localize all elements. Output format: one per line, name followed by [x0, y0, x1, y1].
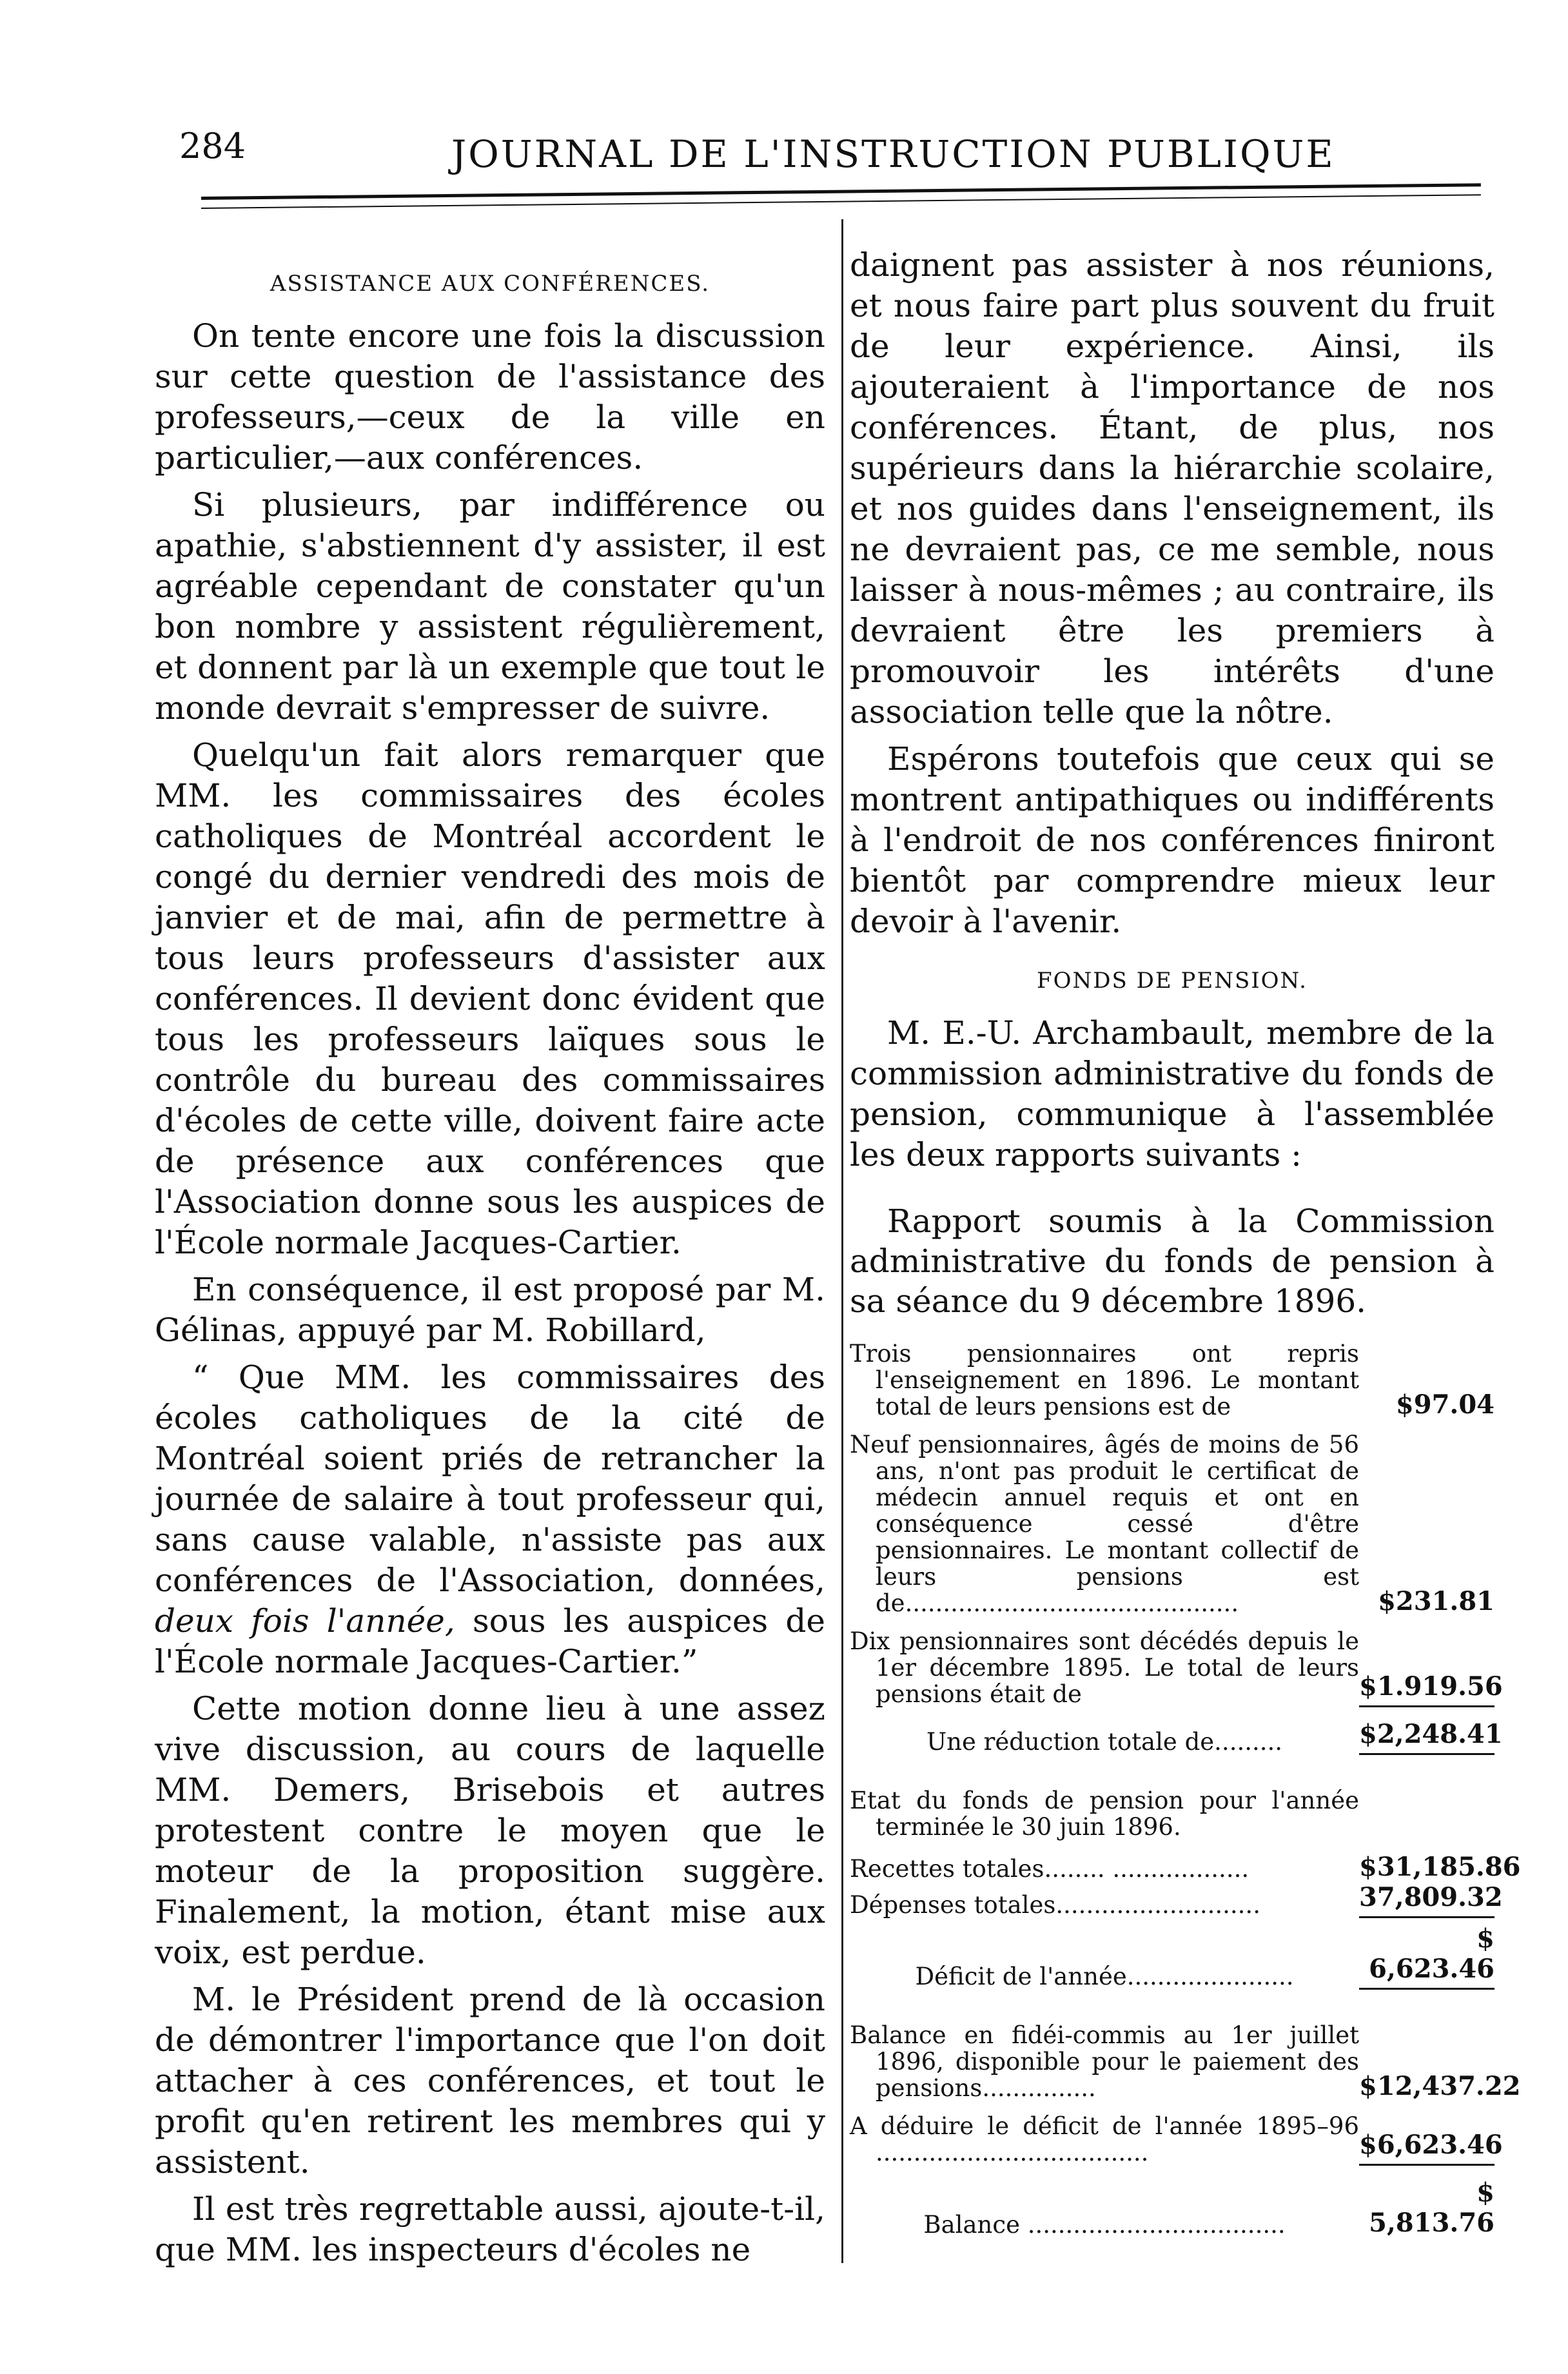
ledger-amount: $ 5,813.76 [1369, 2177, 1494, 2238]
ledger-amount: $31,185.86 [1359, 1852, 1521, 1882]
ledger-amount: $97.04 [1395, 1389, 1494, 1420]
ledger-amount: $ 6,623.46 [1359, 1923, 1494, 1990]
spacer [850, 1767, 1494, 1782]
paragraph: M. le Président prend de là occasion de démontrer l'importance que l'on doit attacher à ces conférences, et tout le profit qu'en retirent les membres qui y assistent. [155, 1981, 825, 2181]
paragraph: Si plusieurs, par indifférence ou apathie, s'abstiennent d'y assister, il est agréable cependant de constater qu'un bon nombre y assistent régulièrement, et donnent par là un exemple que tout le monde devrait s'empresser de suivre. [155, 486, 825, 727]
ledger-row [850, 1882, 1503, 1919]
ledger-label: Trois pensionnaires ont repris l'enseignement en 1896. Le montant total de leurs pensions est de [850, 1340, 1359, 1420]
ledger-amount: $231.81 [1378, 1586, 1494, 1616]
paragraph-continuation: daignent pas assister à nos réunions, et nous faire part plus souvent du fruit de leur expérience. Ainsi, ils ajouteraient à l'importance de nos conférences. Étant, de plus, nos supérieurs dans la hiérarchie scolaire, et nos guides dans l'enseignement, ils ne devraient pas, ce me semble, nous laisser à nous-mêmes ; au contraire, ils devraient être les premiers à promouvoir les intérêts d'une association telle que la nôtre. [850, 246, 1494, 731]
spacer [850, 2001, 1494, 2017]
ledger-row [850, 1787, 1494, 1840]
motion-emphasis: deux fois l'année, [155, 1602, 455, 1640]
ledger-amount: $2,248.41 [1359, 1719, 1494, 1755]
ledger-label: Une réduction totale de......... [926, 1728, 1283, 1756]
report-intro: Rapport soumis à la Commission administrative du fonds de pension à sa séance du 9 décembre 1896. [850, 1202, 1494, 1320]
ledger-label: A déduire le déficit de l'année 1895–96 .................................... [850, 2112, 1359, 2166]
paragraph: M. E.-U. Archambault, membre de la commission administrative du fonds de pension, communique à l'assemblée les deux rapports suivants : [850, 1014, 1494, 1173]
ledger-label: Neuf pensionnaires, âgés de moins de 56 ans, n'ont pas produit le certificat de médecin annuel requis et ont en conséquence cessé d'être pensionnaires. Le montant collectif de leurs pensions est de............................................ [850, 1431, 1359, 1617]
paragraph: Quelqu'un fait alors remarquer que MM. les commissaires des écoles catholiques de Montréal accordent le congé du dernier vendredi des mois de janvier et de mai, afin de permettre à tous leurs professeurs d'assister aux conférences. Il devient donc évident que tous les professeurs laïques sous le contrôle du bureau des commissaires d'écoles de cette ville, doivent faire acte de présence aux conférences que l'Association donne sous les auspices de l'École normale Jacques-Cartier. [155, 736, 825, 1261]
ledger-label: Déficit de l'année...................... [915, 1963, 1294, 1990]
ledger-amount: $12,437.22 [1359, 2071, 1521, 2101]
right-column [850, 245, 1521, 2250]
left-column [155, 245, 825, 2277]
ledger-label: Balance .................................. [923, 2211, 1286, 2239]
section-title-pension: FONDS DE PENSION. [1037, 968, 1308, 994]
paragraph: Cette motion donne lieu à une assez vive discussion, au cours de laquelle MM. Demers, Brisebois et autres protestent contre le moyen que le moteur de la proposition suggère. Finalement, la motion, étant mise aux voix, est perdue. [155, 1690, 825, 1971]
ledger-row-total [850, 2177, 1494, 2238]
motion-quote [155, 1357, 825, 1682]
paragraph: En conséquence, il est proposé par M. Gélinas, appuyé par M. Robillard, [155, 1271, 825, 1349]
ledger-label: Dix pensionnaires sont décédés depuis le 1er décembre 1895. Le total de leurs pensions était de [850, 1627, 1359, 1708]
running-title: JOURNAL DE L'INSTRUCTION PUBLIQUE [451, 132, 1335, 176]
ledger-label: Balance en fidéi-commis au 1er juillet 1896, disponible pour le paiement des pensions............... [850, 2021, 1359, 2102]
paragraph: Il est très regrettable aussi, ajoute-t-il, que MM. les inspecteurs d'écoles ne [155, 2190, 825, 2268]
ledger-label: Dépenses totales........................... [850, 1891, 1260, 1919]
section-title-assistance: ASSISTANCE AUX CONFÉRENCES. [270, 271, 710, 297]
ledger-row [850, 1627, 1503, 1708]
ledger-amount: $1.919.56 [1359, 1671, 1494, 1707]
ledger-amount: 37,809.32 [1359, 1882, 1494, 1918]
ledger-row [850, 2021, 1521, 2102]
ledger-row [850, 1431, 1494, 1616]
ledger-row [850, 2112, 1503, 2166]
paragraph: On tente encore une fois la discussion sur cette question de l'assistance des professeurs,—ceux de la ville en particulier,—aux conférences. [155, 317, 825, 476]
ledger-row [850, 1852, 1521, 1883]
motion-text-1: “ Que MM. les commissaires des écoles catholiques de la cité de Montréal soient priés de retrancher la journée de salaire à tout professeur qui, sans cause valable, n'assiste pas aux conférences de l'Association, données, [155, 1359, 825, 1599]
ledger-row-total [850, 1923, 1494, 1990]
page-number: 284 [179, 126, 246, 166]
pension-ledger [850, 1340, 1521, 2239]
ledger-label: Etat du fonds de pension pour l'année terminée le 30 juin 1896. [850, 1787, 1359, 1841]
ledger-row-total [850, 1719, 1503, 1756]
ledger-amount: $6,623.46 [1359, 2130, 1494, 2166]
ledger-label: Recettes totales........ .................. [850, 1855, 1250, 1883]
paragraph: Espérons toutefois que ceux qui se montrent antipathiques ou indifférents à l'endroit de nos conférences finiront bientôt par comprendre mieux leur devoir à l'avenir. [850, 740, 1494, 940]
motion-text-2: sous les auspices de l'École normale Jacques-Cartier.” [155, 1602, 825, 1680]
column-divider [841, 219, 843, 2263]
ledger-row [850, 1340, 1494, 1420]
